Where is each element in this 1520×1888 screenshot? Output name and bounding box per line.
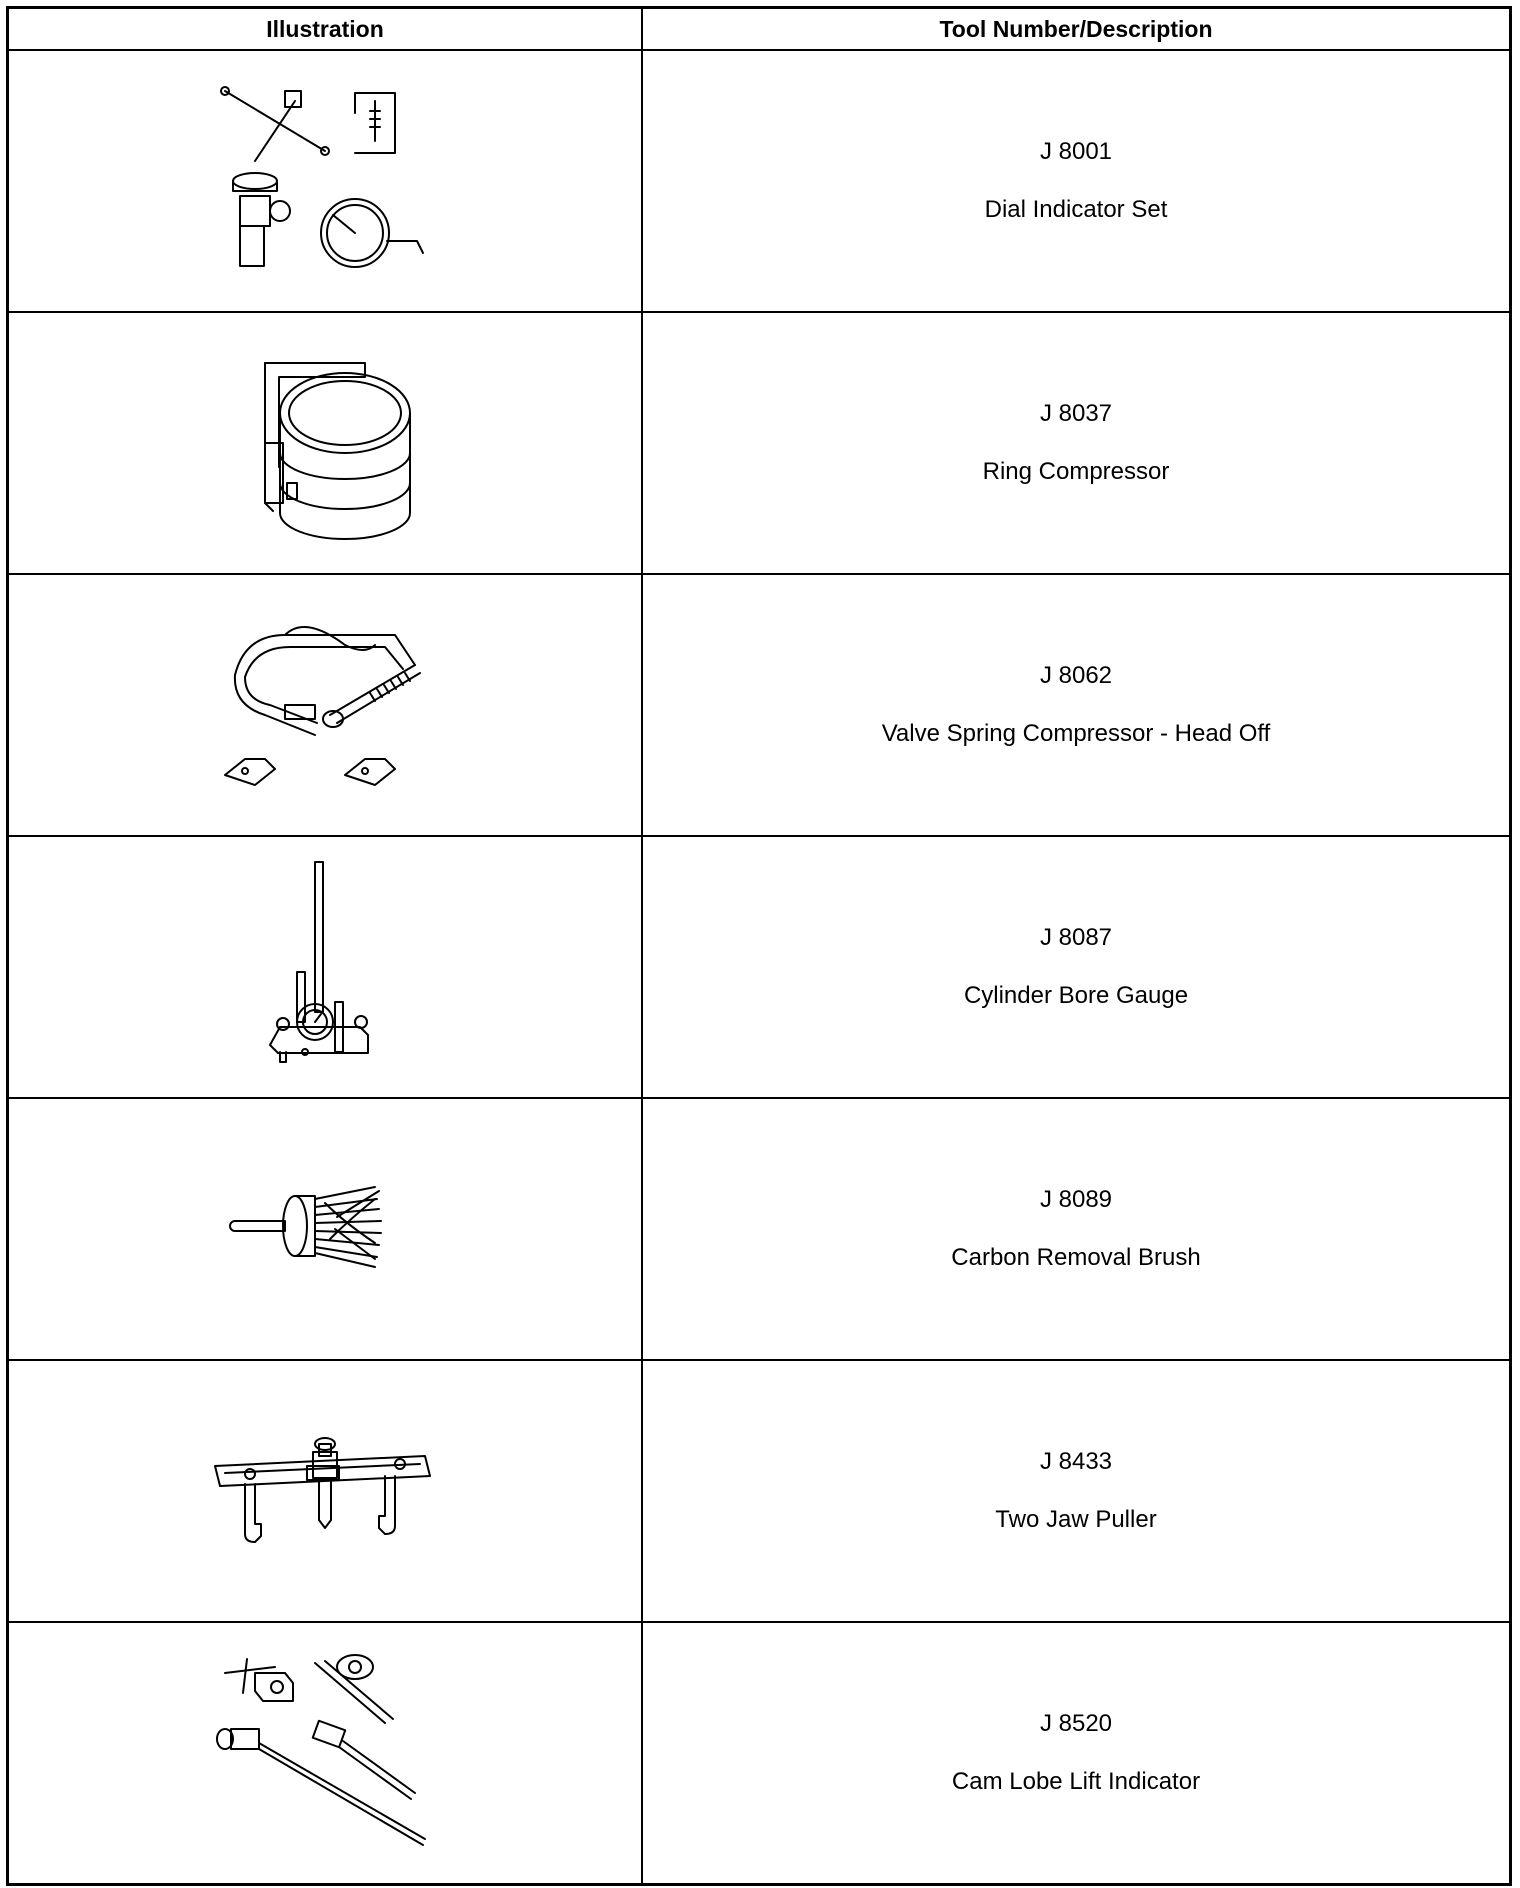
tool-number: J 8089	[1039, 1186, 1113, 1213]
illustration-cell	[8, 836, 643, 1098]
illustration-cell	[8, 574, 643, 836]
cylinder-bore-gauge-icon	[255, 852, 395, 1082]
header-row	[8, 8, 1511, 51]
cam-lobe-lift-indicator-icon	[215, 1653, 435, 1853]
table-row	[8, 1360, 1511, 1622]
description-cell	[642, 836, 1511, 1098]
table-row	[8, 1098, 1511, 1360]
tool-table	[6, 6, 1512, 1886]
description-cell	[642, 50, 1511, 312]
tool-description: Ring Compressor	[982, 458, 1170, 485]
table-row	[8, 1622, 1511, 1885]
valve-spring-compressor-icon	[205, 605, 445, 805]
illustration-cell	[8, 1622, 643, 1885]
tool-number: J 8087	[1039, 924, 1113, 951]
tool-number: J 8037	[1039, 400, 1113, 427]
table-row	[8, 836, 1511, 1098]
tool-number: J 8062	[1039, 662, 1113, 689]
header-illustration: Illustration	[8, 8, 643, 51]
description-cell	[642, 312, 1511, 574]
table-row	[8, 50, 1511, 312]
dial-indicator-set-icon	[215, 81, 435, 281]
tool-number: J 8433	[1039, 1448, 1113, 1475]
tool-description: Two Jaw Puller	[995, 1506, 1157, 1533]
header-description: Tool Number/Description	[642, 8, 1511, 51]
description-cell	[642, 1360, 1511, 1622]
tool-description: Cylinder Bore Gauge	[963, 982, 1189, 1009]
tool-number: J 8001	[1039, 138, 1113, 165]
carbon-removal-brush-icon	[225, 1179, 425, 1279]
description-cell	[642, 574, 1511, 836]
illustration-cell	[8, 1098, 643, 1360]
table-row	[8, 574, 1511, 836]
ring-compressor-icon	[225, 343, 425, 543]
description-cell	[642, 1098, 1511, 1360]
tool-description: Valve Spring Compressor - Head Off	[881, 720, 1271, 747]
tool-description: Dial Indicator Set	[984, 196, 1168, 223]
two-jaw-puller-icon	[205, 1426, 445, 1556]
description-cell	[642, 1622, 1511, 1885]
illustration-cell	[8, 312, 643, 574]
illustration-cell	[8, 50, 643, 312]
tool-description: Carbon Removal Brush	[951, 1244, 1201, 1271]
tool-description: Cam Lobe Lift Indicator	[951, 1768, 1201, 1795]
illustration-cell	[8, 1360, 643, 1622]
table-row	[8, 312, 1511, 574]
tool-number: J 8520	[1039, 1710, 1113, 1737]
